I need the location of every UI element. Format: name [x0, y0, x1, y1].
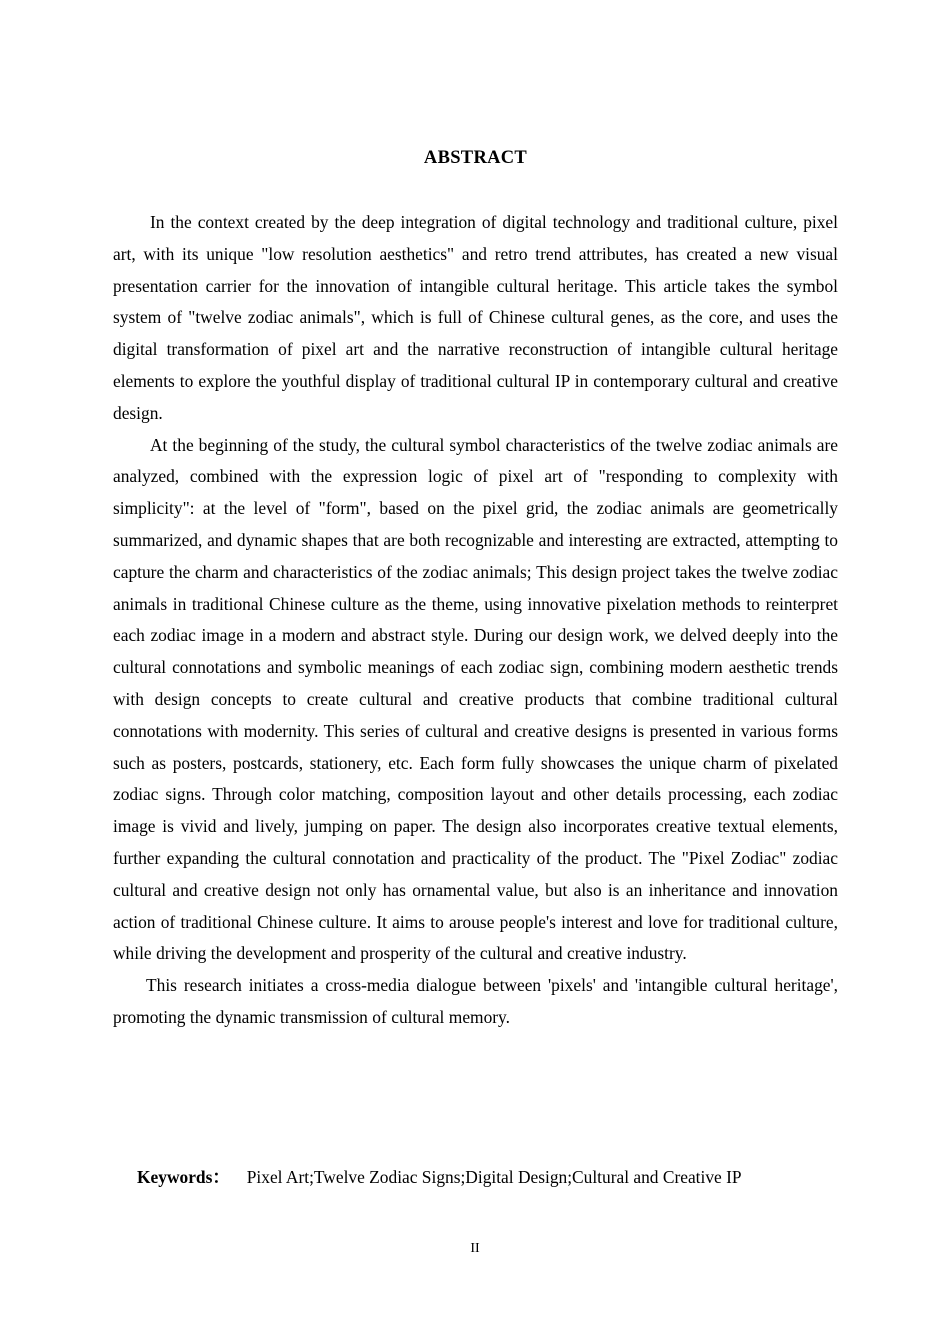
keywords-label: Keywords：: [137, 1167, 230, 1187]
paragraph-1: In the context created by the deep integration of digital technology and traditional culture, pixel art, with its unique "low resolution aesthetics" and retro trend attributes, has created a new visual presentation carrier for the innovation of intangible cultural heritage. This article takes the symbol system of "twelve zodiac animals", which is full of Chinese cultural genes, as the core, and uses the digital transformation of pixel art and the narrative reconstruction of intangible cultural heritage elements to explore the youthful display of traditional cultural IP in contemporary cultural and creative design.: [113, 212, 838, 423]
paragraph-2: At the beginning of the study, the cultural symbol characteristics of the twelve zodiac animals are analyzed, combined with the expression logic of pixel art of "responding to complexity with simplicity": at the level of "form", based on the pixel grid, the zodiac animals are geometrically summarized, and dynamic shapes that are both recognizable and interesting are extracted, attempting to capture the charm and characteristics of the zodiac animals; This design project takes the twelve zodiac animals in traditional Chinese culture as the theme, using innovative pixelation methods to reinterpret each zodiac image in a modern and abstract style. During our design work, we delved deeply into the cultural connotations and symbolic meanings of each zodiac sign, combining modern aesthetic trends with design concepts to create cultural and creative products that combine traditional cultural connotations with modernity. This series of cultural and creative designs is presented in various forms such as posters, postcards, stationery, etc. Each form fully showcases the unique charm of pixelated zodiac signs. Through color matching, composition layout and other details processing, each zodiac image is vivid and lively, jumping on paper. The design also incorporates creative textual elements, further expanding the cultural connotation and practicality of the product. The "Pixel Zodiac" zodiac cultural and creative design not only has ornamental value, but also is an inheritance and innovation action of traditional Chinese culture. It aims to arouse people's interest and love for traditional culture, while driving the development and prosperity of the cultural and creative industry.: [113, 434, 838, 964]
page-title: ABSTRACT: [423, 148, 528, 168]
keywords-values: Pixel Art;Twelve Zodiac Signs;Digital Design;Cultural and Creative IP: [246, 1167, 742, 1187]
paragraph-3: This research initiates a cross-media dialogue between 'pixels' and 'intangible cultural heritage', promoting the dynamic transmission of cultural memory.: [113, 975, 838, 1027]
page-number: II: [470, 1241, 480, 1256]
keywords-line: [137, 1162, 837, 1194]
abstract-body: [113, 207, 838, 1034]
